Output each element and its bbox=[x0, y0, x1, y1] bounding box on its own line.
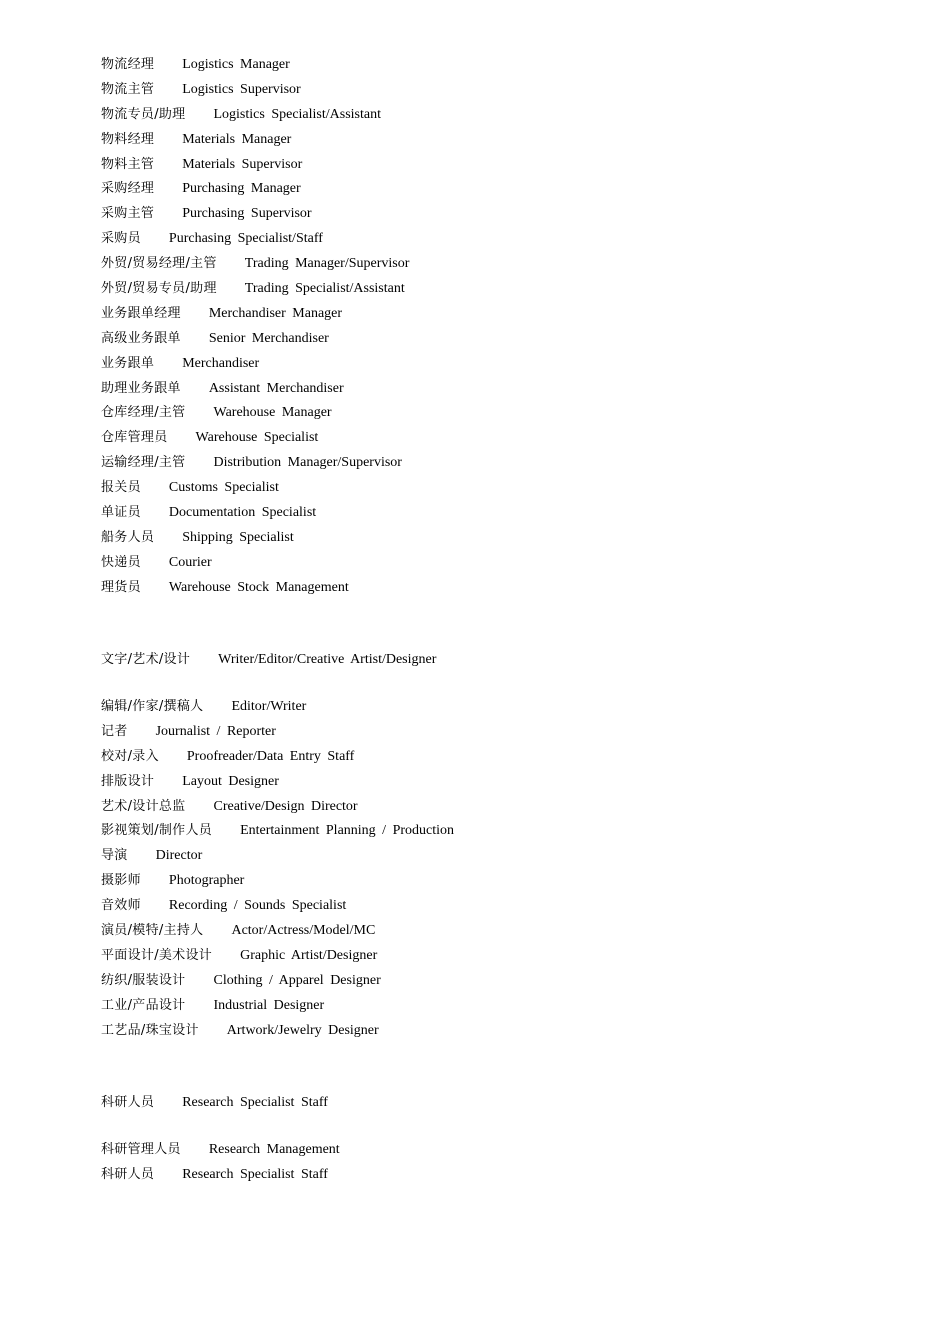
job-title-en: Graphic Artist/Designer bbox=[240, 947, 378, 963]
job-title-en: Courier bbox=[168, 554, 212, 570]
job-title-en: Industrial Designer bbox=[213, 997, 325, 1013]
job-title-en: Research Management bbox=[208, 1142, 340, 1157]
job-title-zh: 快递员 bbox=[101, 554, 141, 570]
job-title-row bbox=[101, 226, 409, 251]
job-title-zh: 艺术/设计总监 bbox=[101, 798, 186, 814]
job-title-zh: 助理业务跟单 bbox=[101, 380, 181, 396]
job-title-zh: 音效师 bbox=[101, 898, 141, 914]
job-title-en: Logistics Supervisor bbox=[182, 81, 301, 97]
job-title-en: Purchasing Specialist/Staff bbox=[168, 231, 323, 247]
job-title-row bbox=[101, 769, 454, 794]
job-title-row bbox=[101, 818, 454, 843]
job-title-zh: 平面设计/美术设计 bbox=[101, 947, 213, 963]
job-title-en: Merchandiser Manager bbox=[208, 305, 343, 321]
job-title-row bbox=[101, 52, 409, 77]
job-title-zh: 采购经理 bbox=[101, 181, 155, 197]
heading-en: Research Specialist Staff bbox=[182, 1095, 328, 1110]
job-title-en: Logistics Manager bbox=[182, 57, 290, 72]
job-title-row bbox=[101, 201, 409, 226]
job-title-row bbox=[101, 525, 409, 550]
section-heading-research bbox=[101, 1090, 328, 1115]
job-title-row bbox=[101, 102, 409, 127]
job-title-zh: 校对/录入 bbox=[101, 748, 159, 764]
job-title-row bbox=[101, 77, 409, 102]
job-title-en: Director bbox=[155, 848, 203, 864]
job-title-row bbox=[101, 893, 454, 918]
job-title-en: Proofreader/Data Entry Staff bbox=[186, 748, 355, 764]
job-title-row bbox=[101, 694, 454, 719]
section-heading-writing bbox=[101, 647, 436, 672]
job-title-zh: 业务跟单 bbox=[101, 355, 155, 371]
job-title-en: Warehouse Stock Management bbox=[168, 579, 349, 595]
job-title-zh: 业务跟单经理 bbox=[101, 305, 181, 321]
job-title-en: Distribution Manager/Supervisor bbox=[213, 455, 402, 471]
job-title-zh: 编辑/作家/撰稿人 bbox=[101, 699, 204, 714]
job-title-row bbox=[101, 301, 409, 326]
job-title-en: Shipping Specialist bbox=[182, 529, 294, 545]
job-title-en: Trading Manager/Supervisor bbox=[244, 256, 410, 272]
job-title-en: Documentation Specialist bbox=[168, 505, 317, 521]
job-title-row bbox=[101, 575, 409, 600]
job-title-zh: 摄影师 bbox=[101, 873, 141, 889]
job-title-en: Recording / Sounds Specialist bbox=[168, 898, 347, 914]
job-title-en: Purchasing Supervisor bbox=[182, 206, 312, 222]
job-title-en: Logistics Specialist/Assistant bbox=[213, 106, 381, 122]
job-title-zh: 导演 bbox=[101, 848, 128, 864]
job-title-zh: 排版设计 bbox=[101, 773, 155, 789]
job-title-zh: 理货员 bbox=[101, 579, 141, 595]
job-title-en: Editor/Writer bbox=[231, 699, 307, 714]
job-title-zh: 纺织/服装设计 bbox=[101, 972, 186, 988]
job-title-zh: 单证员 bbox=[101, 505, 141, 521]
research-job-list bbox=[101, 1137, 340, 1187]
job-title-zh: 采购员 bbox=[101, 231, 141, 247]
job-title-en: Materials Manager bbox=[182, 131, 292, 147]
job-title-en: Artwork/Jewelry Designer bbox=[226, 1022, 379, 1038]
job-title-row bbox=[101, 868, 454, 893]
job-title-en: Senior Merchandiser bbox=[208, 330, 329, 346]
job-title-en: Warehouse Manager bbox=[213, 405, 332, 421]
job-title-row bbox=[101, 744, 454, 769]
job-title-row bbox=[101, 719, 454, 744]
job-title-en: Trading Specialist/Assistant bbox=[244, 281, 405, 297]
job-title-zh: 物料主管 bbox=[101, 156, 155, 172]
job-title-en: Research Specialist Staff bbox=[182, 1166, 328, 1182]
job-title-row bbox=[101, 400, 409, 425]
job-title-row bbox=[101, 326, 409, 351]
job-title-row bbox=[101, 376, 409, 401]
job-title-zh: 工业/产品设计 bbox=[101, 997, 186, 1013]
job-title-row bbox=[101, 918, 454, 943]
job-title-zh: 外贸/贸易经理/主管 bbox=[101, 256, 217, 272]
job-title-row bbox=[101, 276, 409, 301]
job-title-row bbox=[101, 794, 454, 819]
job-title-zh: 外贸/贸易专员/助理 bbox=[101, 281, 217, 297]
job-title-en: Entertainment Planning / Production bbox=[240, 823, 455, 839]
job-title-en: Clothing / Apparel Designer bbox=[213, 972, 381, 988]
logistics-job-list bbox=[101, 52, 409, 600]
job-title-row bbox=[101, 152, 409, 177]
job-title-en: Assistant Merchandiser bbox=[208, 380, 344, 396]
job-title-en: Purchasing Manager bbox=[182, 181, 301, 197]
job-title-en: Materials Supervisor bbox=[182, 156, 303, 172]
job-title-row bbox=[101, 1137, 340, 1162]
job-title-en: Actor/Actress/Model/MC bbox=[231, 923, 376, 939]
job-title-row bbox=[101, 968, 454, 993]
job-title-zh: 仓库管理员 bbox=[101, 430, 168, 446]
job-title-row bbox=[101, 1018, 454, 1043]
job-title-zh: 仓库经理/主管 bbox=[101, 405, 186, 421]
job-title-zh: 演员/模特/主持人 bbox=[101, 923, 204, 939]
job-title-row bbox=[101, 943, 454, 968]
job-title-zh: 采购主管 bbox=[101, 206, 155, 222]
job-title-en: Layout Designer bbox=[182, 773, 279, 789]
job-title-row bbox=[101, 251, 409, 276]
job-title-en: Merchandiser bbox=[182, 355, 260, 371]
job-title-en: Creative/Design Director bbox=[213, 798, 358, 814]
job-title-en: Photographer bbox=[168, 873, 245, 889]
job-title-zh: 物料经理 bbox=[101, 131, 155, 147]
job-title-row bbox=[101, 351, 409, 376]
heading-zh: 文字/艺术/设计 bbox=[101, 652, 191, 667]
job-title-row bbox=[101, 993, 454, 1018]
heading-zh: 科研人员 bbox=[101, 1095, 155, 1110]
job-title-zh: 科研人员 bbox=[101, 1166, 155, 1182]
job-title-zh: 影视策划/制作人员 bbox=[101, 823, 213, 839]
job-title-en: Journalist / Reporter bbox=[155, 723, 276, 739]
job-title-row bbox=[101, 450, 409, 475]
job-title-row bbox=[101, 550, 409, 575]
job-title-row bbox=[101, 127, 409, 152]
job-title-zh: 物流专员/助理 bbox=[101, 106, 186, 122]
job-title-en: Customs Specialist bbox=[168, 480, 279, 496]
writing-job-list bbox=[101, 694, 454, 1042]
job-title-zh: 科研管理人员 bbox=[101, 1142, 181, 1157]
job-title-row bbox=[101, 500, 409, 525]
job-title-row bbox=[101, 843, 454, 868]
job-title-row bbox=[101, 176, 409, 201]
job-title-zh: 记者 bbox=[101, 723, 128, 739]
job-title-en: Warehouse Specialist bbox=[195, 430, 319, 446]
job-title-zh: 报关员 bbox=[101, 480, 141, 496]
job-title-zh: 运输经理/主管 bbox=[101, 455, 186, 471]
heading-en: Writer/Editor/Creative Artist/Designer bbox=[218, 652, 437, 667]
job-title-zh: 高级业务跟单 bbox=[101, 330, 181, 346]
job-title-row bbox=[101, 425, 409, 450]
job-title-zh: 物流主管 bbox=[101, 81, 155, 97]
job-title-row bbox=[101, 1162, 340, 1187]
job-title-zh: 物流经理 bbox=[101, 57, 155, 72]
job-title-row bbox=[101, 475, 409, 500]
job-title-zh: 工艺品/珠宝设计 bbox=[101, 1022, 199, 1038]
job-title-zh: 船务人员 bbox=[101, 529, 155, 545]
